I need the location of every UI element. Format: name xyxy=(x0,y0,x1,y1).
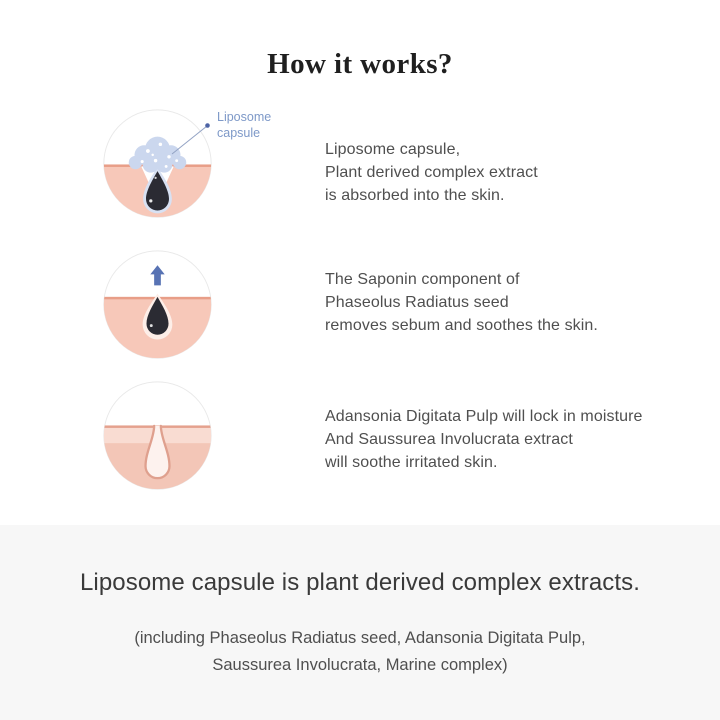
step-3-text xyxy=(325,405,643,474)
label-connector-line-icon xyxy=(168,118,216,158)
footer-headline: Liposome capsule is plant derived complex extracts. xyxy=(79,569,641,596)
liposome-label-line: capsule xyxy=(217,126,261,140)
footer-subtext-line: (including Phaseolus Radiatus seed, Adansonia Digitata Pulp, xyxy=(134,629,586,647)
liposome-label-line: Liposome xyxy=(217,110,272,124)
step-text-line: And Saussurea Involucrata extract xyxy=(325,431,573,448)
footer-subtext-line: Saussurea Involucrata, Marine complex) xyxy=(212,656,508,674)
sebum-removal-illustration xyxy=(100,247,215,362)
liposome-capsule-label xyxy=(217,109,287,141)
step-text-line: Phaseolus Radiatus seed xyxy=(325,294,509,311)
step-text-line: Liposome capsule, xyxy=(325,141,461,158)
footer-panel xyxy=(0,525,720,720)
footer-subtext xyxy=(0,625,720,679)
step-text-line: Plant derived complex extract xyxy=(325,164,538,181)
step-text-line: removes sebum and soothes the skin. xyxy=(325,317,598,334)
step-text-line: is absorbed into the skin. xyxy=(325,187,505,204)
page-title: How it works? xyxy=(267,48,453,80)
clean-pore-illustration xyxy=(100,378,215,493)
step-2-text xyxy=(325,268,598,337)
step-text-line: The Saponin component of xyxy=(325,271,520,288)
step-text-line: Adansonia Digitata Pulp will lock in moisture xyxy=(325,408,643,425)
step-text-line: will soothe irritated skin. xyxy=(325,454,498,471)
step-1-text xyxy=(325,138,538,207)
